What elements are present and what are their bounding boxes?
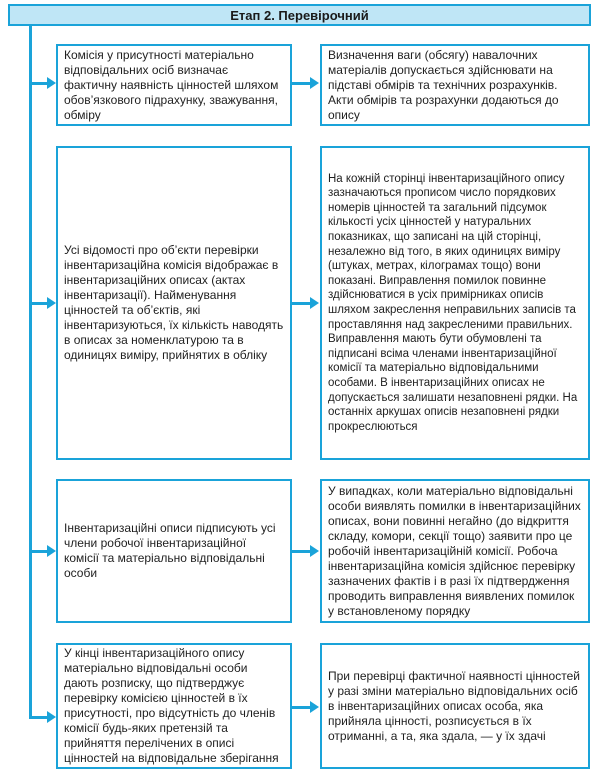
stage-title: Етап 2. Перевірочний <box>230 7 369 23</box>
row-2-right-text: На кожній сторінці інвентаризаційного опису зазначаються прописом число порядкових номерів цінностей та загальний підсумок кількості усіх цінностей у натуральних показниках, що записані на цій сторінці, незалежно від того, в яких одиницях виміру (штуках, метрах, кілограмах тощо) вони показані. Виправлення помилок повинне здійснюватися в усіх примірниках описів шляхом закреслення неправильних записів та проставляння над закресленими правильних. Виправлення мають бути обумовлені та підписані всіма членами інвентаризаційної комісії та матеріально відповідальними особами. В інвентаризаційних описах не допускається залишати незаповнені рядки. На останніх аркушах описів незаповнені рядки прокреслюються <box>328 172 578 433</box>
branch-arrow <box>47 711 56 723</box>
row-4-left-box <box>56 643 292 769</box>
branch-arrow <box>47 545 56 557</box>
branch-connector <box>29 82 49 85</box>
row-arrow <box>310 77 319 89</box>
row-1-right-box <box>320 44 590 126</box>
row-4-left-text: У кінці інвентаризаційного опису матеріально відповідальні особи дають розписку, що підтверджує перевірку комісією цінностей в їх присутності, про відсутність до членів комісії будь-яких претензій та прийняття перелічених в описі цінностей на відповідальне зберігання <box>64 646 279 765</box>
row-3-right-box <box>320 479 590 623</box>
row-2-right-box <box>320 146 590 460</box>
row-arrow <box>310 297 319 309</box>
row-connector <box>292 82 312 85</box>
row-2-left-text: Усі відомості про об’єкти перевірки інвентаризаційна комісія відображає в інвентаризаційних описах (актах інвентаризації). Найменування цінностей та об’єктів, які інвентаризуються, їх кількість наводять в описах за номенклатурою та в одиницях виміру, прийнятих в обліку <box>64 243 284 362</box>
row-connector <box>292 550 312 553</box>
row-connector <box>292 706 312 709</box>
row-2-left-box <box>56 146 292 460</box>
row-1-left-box <box>56 44 292 126</box>
row-1-left-text: Комісія у присутності матеріально відповідальних осіб визначає фактичну наявність цінностей шляхом обов’язкового підрахунку, зважування, обміру <box>64 47 279 122</box>
row-3-left-box <box>56 479 292 623</box>
row-arrow <box>310 545 319 557</box>
row-4-right-box <box>320 643 590 769</box>
spine-connector <box>29 26 32 718</box>
row-connector <box>292 302 312 305</box>
row-3-right-text: У випадках, коли матеріально відповідальні особи виявлять помилки в інвентаризаційних описах, вони повинні негайно (до відкриття складу, комори, секції тощо) заявити про це робочій інвентаризаційній комісії. Робоча інвентаризаційна комісія здійснює перевірку зазначених фактів і в разі їх підтвердження проводить виправлення виявлених помилок у встановленому порядку <box>328 483 581 618</box>
row-1-right-text: Визначення ваги (обсягу) навалочних матеріалів допускається здійснювати на підставі обмірів та технічних розрахунків. Акти обмірів та розрахунки додаються до опису <box>328 47 559 122</box>
branch-connector <box>29 716 49 719</box>
branch-arrow <box>47 77 56 89</box>
row-4-right-text: При перевірці фактичної наявності цінностей у разі зміни матеріально відповідальних осіб в інвентаризаційних описах особа, яка прийняла цінності, розписується в їх отриманні, а та, яка здала, — у їх здачі <box>328 668 580 743</box>
branch-connector <box>29 302 49 305</box>
row-3-left-text: Інвентаризаційні описи підписують усі члени робочої інвентаризаційної комісії та матеріально відповідальні особи <box>64 521 276 580</box>
branch-connector <box>29 550 49 553</box>
stage-header <box>8 4 591 26</box>
branch-arrow <box>47 297 56 309</box>
row-arrow <box>310 701 319 713</box>
